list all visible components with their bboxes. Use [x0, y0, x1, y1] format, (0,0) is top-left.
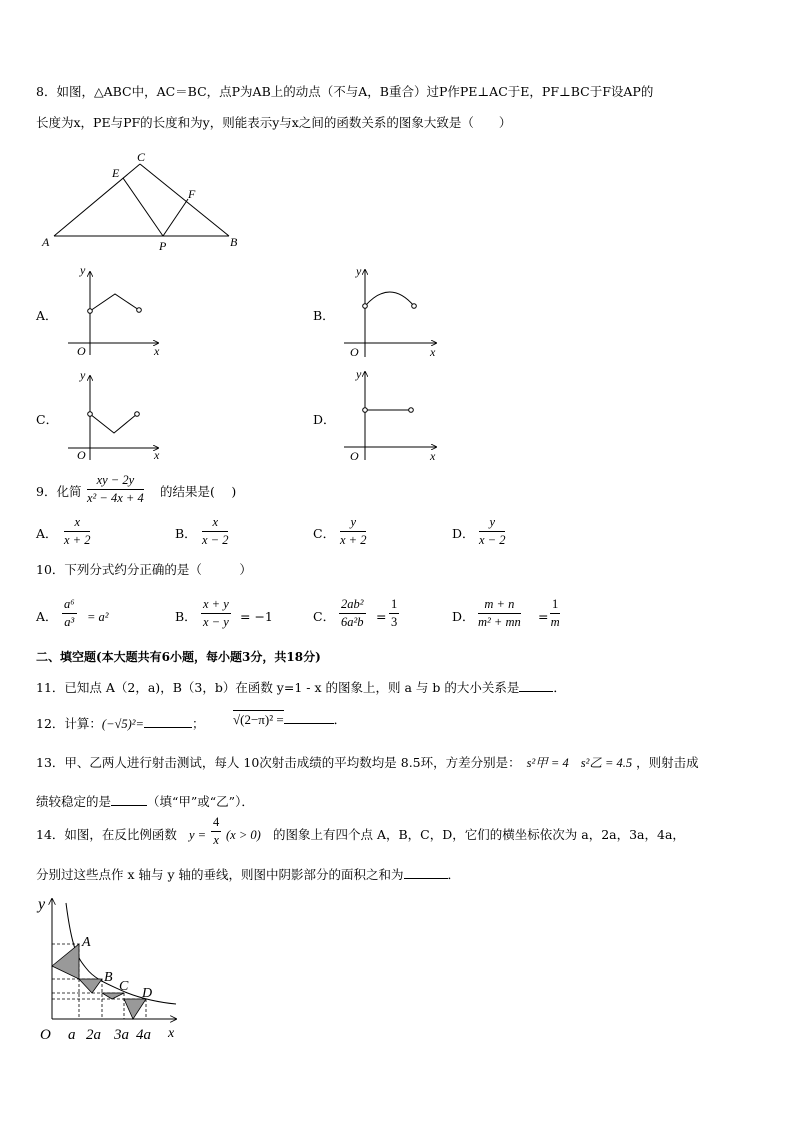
- q14-graph-y: y: [38, 896, 46, 913]
- q13-line1a: 13．甲、乙两人进行射击测试，每人 10次射击成绩的平均数均是 8.5环，方差分别是：: [36, 755, 521, 770]
- q14-func-cond: (x > 0): [226, 828, 261, 842]
- q12-expr2: √(2−π)² =: [233, 712, 284, 727]
- q14-line2-text: 分别过这些点作 x 轴与 y 轴的垂线，则图中阴影部分的面积之和为: [36, 867, 404, 882]
- q9-prefix: 9．化简: [36, 484, 82, 499]
- graph-b-x-label: x: [430, 345, 436, 359]
- q14-prefix: 14．如图，在反比例函数: [36, 827, 177, 842]
- q10-option-d-rhs-den: m: [550, 614, 560, 629]
- q10-option-c-rhs-num: 1: [391, 597, 398, 611]
- graph-b-y-label: y: [356, 264, 362, 278]
- q10-option-c-rhs-den: 3: [391, 614, 398, 629]
- q14-func-den: x: [211, 831, 221, 847]
- graph-b-origin: O: [350, 345, 359, 359]
- q14-graph-a: A: [82, 935, 91, 950]
- q8-option-a-label: A．: [36, 308, 58, 323]
- q13-line1b: ，则射击成: [636, 755, 699, 770]
- triangle-label-e: E: [112, 166, 120, 180]
- graph-d-origin: O: [350, 449, 359, 463]
- q9-option-d-num: y: [489, 515, 496, 529]
- q14-func-num: 4: [213, 815, 220, 829]
- q14-func-lhs: y =: [189, 828, 207, 842]
- q14-graph-x: x: [168, 1026, 175, 1041]
- graph-a-x-label: x: [154, 344, 160, 358]
- graph-d-x-label: x: [430, 449, 436, 463]
- section-2-title: 二、填空题(本大题共有6小题，每小题3分，共18分): [36, 650, 321, 664]
- q14-graph-origin: O: [40, 1027, 51, 1043]
- graph-c-x-label: x: [154, 448, 160, 462]
- q12-expr1: (−√5)²=: [101, 717, 144, 731]
- q14-graph-d: D: [142, 986, 153, 1001]
- q10-option-c-den: 6a²b: [341, 614, 364, 629]
- q9-option-d-den: x − 2: [479, 532, 506, 547]
- graph-a-y-label: y: [80, 263, 86, 277]
- q9-option-b-label: B．: [175, 526, 197, 541]
- q13-line2b: （填“甲”或“乙”）．: [147, 794, 254, 809]
- q8-option-d-label: D．: [313, 412, 336, 427]
- triangle-label-c: C: [137, 150, 146, 164]
- graph-d-y-label: y: [356, 367, 362, 381]
- q14-tick-2a: 2a: [86, 1027, 101, 1043]
- triangle-label-f: F: [188, 187, 196, 201]
- q8-line2: 长度为x，PE与PF的长度和为y，则能表示y与x之间的函数关系的图象大致是（ ）: [36, 115, 512, 130]
- q12-sep: ；: [191, 716, 205, 731]
- q10-option-d-den: m² + mn: [478, 614, 521, 629]
- q12-end: ．: [333, 712, 347, 727]
- q10-text: 10．下列分式约分正确的是（ ）: [36, 562, 252, 577]
- q9-option-c-den: x + 2: [340, 532, 367, 547]
- q10-option-a-label: A．: [36, 609, 58, 624]
- triangle-label-b: B: [230, 235, 238, 249]
- q11-body: 11．已知点 A（2，a)，B（3，b）在函数 y=1 - x 的图象上，则 a 与 b 的大小关系是: [36, 680, 520, 695]
- graph-c-y-label: y: [80, 368, 86, 382]
- q14-tick-4a: 4a: [136, 1027, 151, 1043]
- q13-s-yi: s²乙 = 4.5: [580, 756, 633, 770]
- q10-option-c-num: 2ab²: [341, 597, 364, 611]
- q10-option-d-label: D．: [452, 609, 475, 624]
- q9-option-a-num: x: [74, 515, 81, 529]
- graph-c-origin: O: [77, 448, 86, 462]
- q14-graph-b: B: [104, 970, 113, 985]
- triangle-label-p: P: [159, 239, 167, 253]
- q13-s-jia: s²甲 = 4: [526, 756, 569, 770]
- graph-a-origin: O: [77, 344, 86, 358]
- q11-end: ．: [553, 680, 566, 695]
- q10-option-b-num: x + y: [203, 597, 229, 611]
- q14-tick-3a: 3a: [114, 1027, 129, 1043]
- q10-option-a-den: a³: [62, 613, 77, 629]
- q10-option-b-label: B．: [175, 609, 197, 624]
- q9-option-b-den: x − 2: [202, 532, 229, 547]
- q10-option-a-num: a⁶: [64, 597, 75, 611]
- q9-option-b-num: x: [212, 515, 219, 529]
- q14-tick-a: a: [68, 1027, 76, 1043]
- q10-option-b-rhs: = −1: [240, 609, 273, 624]
- q9-option-a-label: A．: [36, 526, 58, 541]
- q9-option-c-label: C．: [313, 526, 336, 541]
- q9-suffix: 的结果是( ): [160, 484, 237, 499]
- q8-option-b-label: B．: [313, 308, 335, 323]
- triangle-label-a: A: [42, 235, 50, 249]
- q14-end: ．: [447, 867, 461, 882]
- q13-line2a: 绩较稳定的是: [36, 794, 112, 809]
- q10-option-c-eq: =: [376, 609, 387, 624]
- q14-line1b: 的图象上有四个点 A，B，C，D，它们的横坐标依次为 a，2a，3a，4a，: [273, 827, 685, 842]
- q9-option-a-den: x + 2: [64, 532, 91, 547]
- q9-denominator: x² − 4x + 4: [87, 490, 144, 505]
- q8-line1: 8．如图，△ABC中，AC＝BC，点P为AB上的动点（不与A，B重合）过P作PE⊥AC于E，PF⊥BC于F设AP的: [36, 84, 654, 99]
- q10-option-b-den: x − y: [203, 614, 229, 629]
- q12-prefix: 12．计算：: [36, 716, 102, 731]
- q9-option-d-label: D．: [452, 526, 475, 541]
- q14-graph-c: C: [119, 979, 129, 994]
- q9-option-c-num: y: [350, 515, 357, 529]
- q8-option-c-label: C．: [36, 412, 59, 427]
- q9-numerator: xy − 2y: [96, 473, 135, 487]
- q10-option-d-eq: =: [538, 609, 549, 624]
- q10-option-c-label: C．: [313, 609, 336, 624]
- q10-option-d-rhs-num: 1: [552, 597, 559, 611]
- q10-option-a-rhs: = a²: [87, 610, 109, 624]
- q10-option-d-num: m + n: [484, 597, 515, 611]
